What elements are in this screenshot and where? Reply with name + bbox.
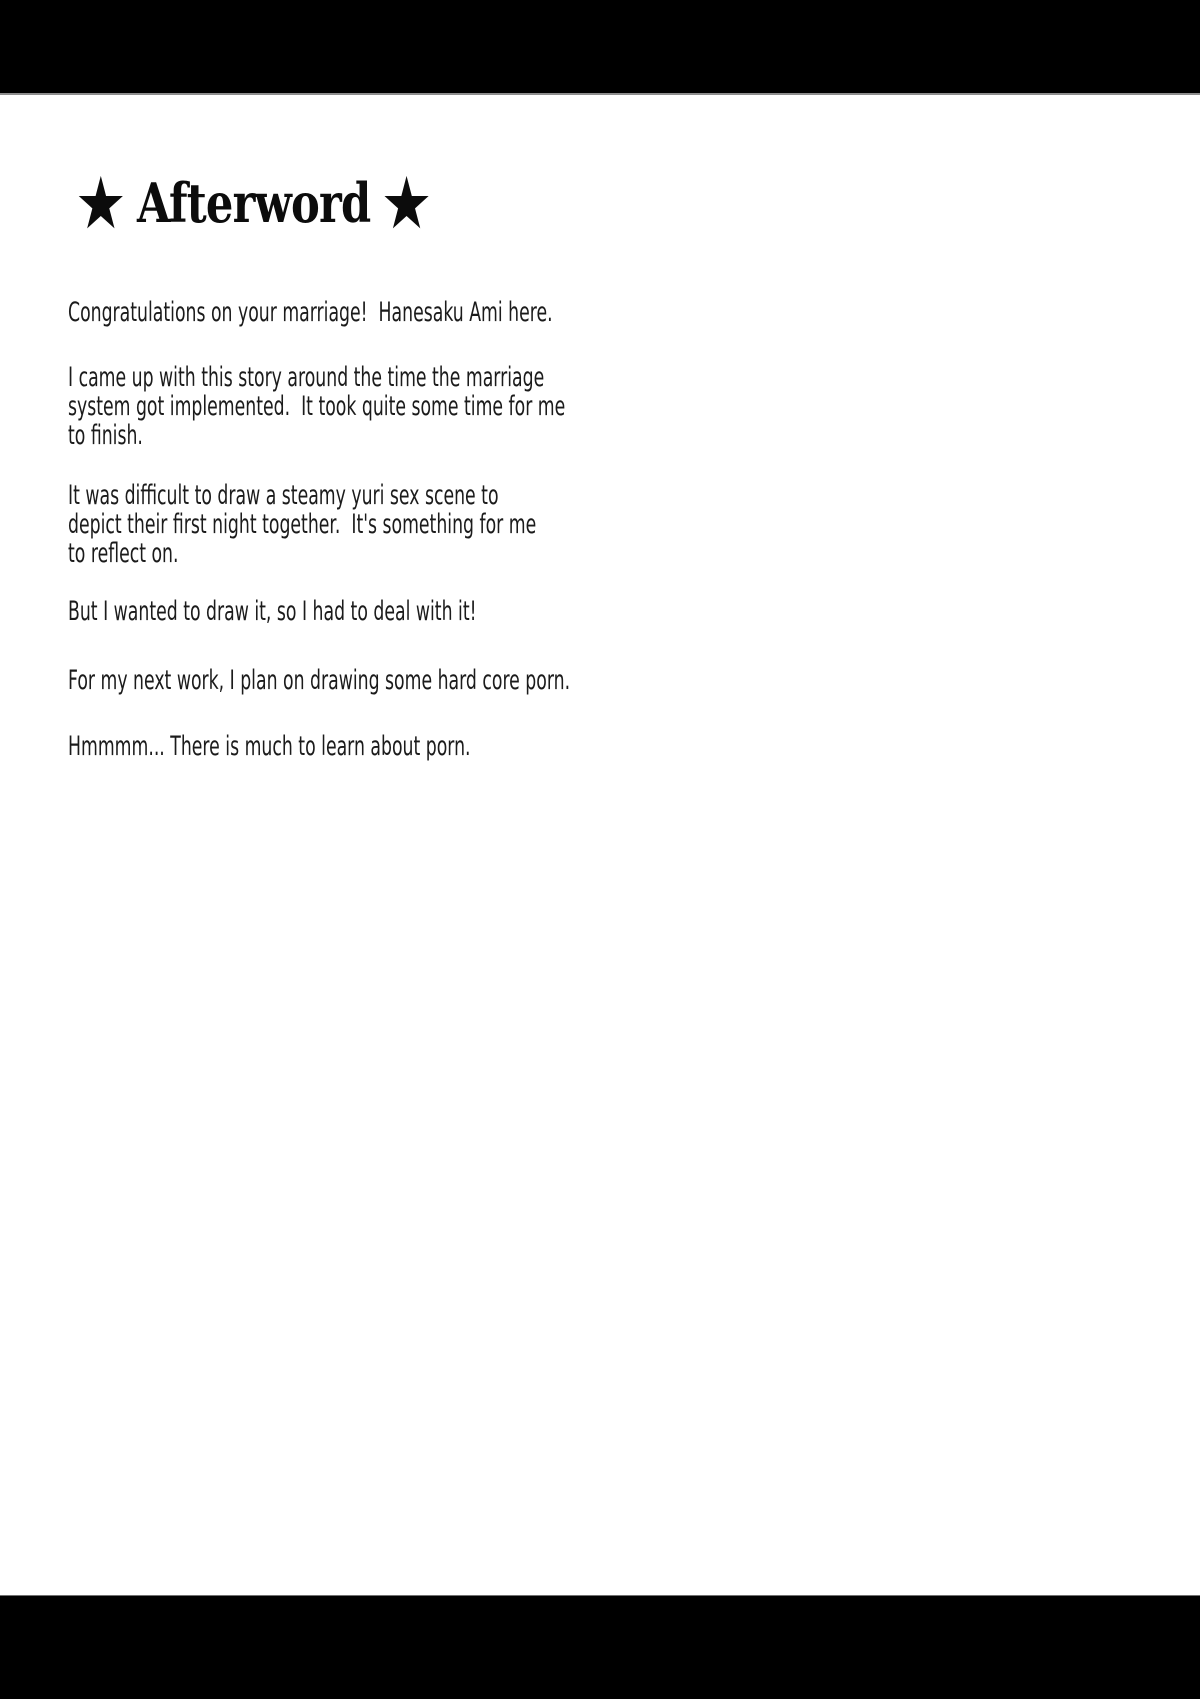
page-title-text: Afterword	[137, 171, 371, 235]
text-line: Hmmmm... There is much to learn about porn.	[68, 731, 471, 762]
text-line: depict their first night together. It's something for me	[68, 509, 537, 540]
paragraph-closing	[68, 732, 1168, 761]
text-line: But I wanted to draw it, so I had to deal with it!	[68, 596, 477, 627]
text-line: Congratulations on your marriage! Hanesaku Ami here.	[68, 297, 553, 328]
bottom-black-bar	[0, 1595, 1200, 1699]
star-icon-left: ★	[75, 161, 127, 245]
text-line: to reflect on.	[68, 538, 179, 569]
text-line: It was difficult to draw a steamy yuri sex scene to	[68, 480, 499, 511]
paragraph-determination	[68, 597, 1168, 626]
page-title	[75, 161, 433, 245]
text-line: For my next work, I plan on drawing some hard core porn.	[68, 665, 571, 696]
paragraph-story-origin	[68, 363, 1168, 450]
text-line: I came up with this story around the time the marriage	[68, 362, 545, 393]
paragraph-greeting	[68, 298, 1168, 327]
paragraph-difficulty	[68, 481, 1168, 568]
text-line: to finish.	[68, 420, 143, 451]
afterword-body	[68, 298, 1168, 761]
text-line: system got implemented. It took quite some time for me	[68, 391, 566, 422]
star-icon-right: ★	[380, 161, 433, 245]
top-black-bar	[0, 0, 1200, 95]
paragraph-next-work	[68, 666, 1168, 695]
